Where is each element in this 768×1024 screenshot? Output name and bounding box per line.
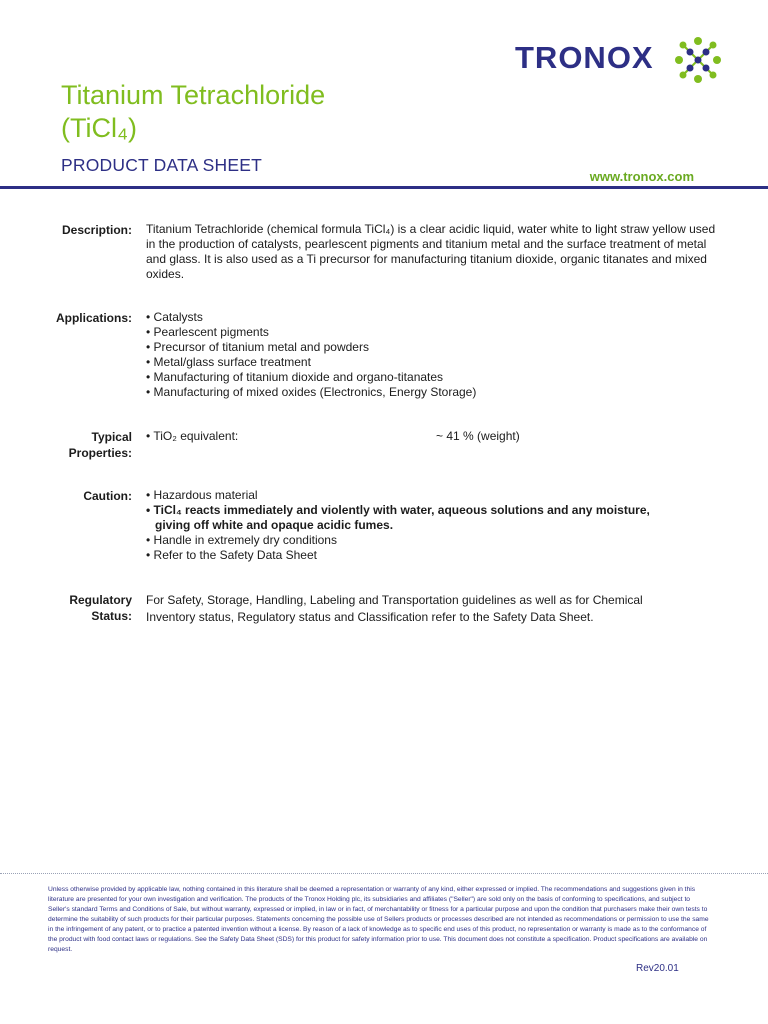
description-label: Description: <box>61 223 132 237</box>
website-link[interactable]: www.tronox.com <box>589 169 694 184</box>
list-item: • Hazardous material <box>146 488 258 502</box>
list-item: • Manufacturing of mixed oxides (Electronics, Energy Storage) <box>146 385 477 399</box>
document-subtitle: PRODUCT DATA SHEET <box>61 155 262 175</box>
regulatory-label: Regulatory Status: <box>69 593 132 623</box>
title-line-2: (TiCl₄) <box>61 113 137 143</box>
list-item: • Precursor of titanium metal and powders <box>146 340 369 354</box>
caution-label: Caution: <box>83 489 132 503</box>
typical-properties-row <box>146 429 726 444</box>
typical-properties-label: Typical Properties: <box>68 430 132 460</box>
caution-list <box>146 488 726 563</box>
applications-label: Applications: <box>55 311 132 325</box>
list-item: • Catalysts <box>146 310 203 324</box>
description-text: Titanium Tetrachloride (chemical formula TiCl₄) is a clear acidic liquid, water white to light straw yellow used in the production of catalysts, pearlescent pigments and titanium metal and the surface treatment of metal and glass. It is also used as a Ti precursor for manufacturing titanium dioxide, organic titanates and mixed oxides. <box>146 222 716 281</box>
list-item: • Handle in extremely dry conditions <box>146 533 337 547</box>
list-item: • Pearlescent pigments <box>146 325 269 339</box>
list-item-warning: • TiCl₄ reacts immediately and violently with water, aqueous solutions and any moisture, giving off white and opaque acidic fumes. <box>146 503 650 532</box>
regulatory-text: For Safety, Storage, Handling, Labeling and Transportation guidelines as well as for Chemical Inventory status, Regulatory status and Classification refer to the Safety Data Sheet. <box>146 593 643 624</box>
title-line-1: Titanium Tetrachloride <box>61 80 326 110</box>
document-title <box>61 79 481 145</box>
legal-disclaimer: Unless otherwise provided by applicable law, nothing contained in this literature shall be deemed a representation or warranty of any kind, either expressed or implied. The recommendations and suggestions given in this literature are presented for your own investigation and verification. The products of the Tronox Holding plc, its subsidiaries and affiliates ("Seller") are sold only on the basis of conforming to specifications, and subject to Seller's standard Terms and Conditions of Sale, but without warranty, expressed or implied, in law or in fact, of merchantability or fitness for a particular purpose and upon the condition that purchasers make their own tests to determine the suitability of such products for their particular purposes. Statements concerning the possible use of Sellers products or processes described are not intended as recommendations or permission to use the same in the infringement of any patent, or to practice a patented invention without a license. By reason of a lack of knowledge as to specific end uses of this product, no representation or warranty is made as to the conformance of the product with food contact laws or regulations. See the Safety Data Sheet (SDS) for this product for safety information prior to use. This document does not constitute a specification. Product specifications are available on request. <box>48 886 709 953</box>
property-value: ~ 41 % (weight) <box>436 429 520 443</box>
footer-divider <box>0 873 768 874</box>
revision-number: Rev20.01 <box>636 963 679 974</box>
list-item: • Refer to the Safety Data Sheet <box>146 548 317 562</box>
logo-molecule-icon <box>675 37 721 83</box>
logo-wordmark: TRONOX <box>515 40 654 75</box>
list-item: • Metal/glass surface treatment <box>146 355 311 369</box>
list-item: • Manufacturing of titanium dioxide and organo-titanates <box>146 370 444 384</box>
property-name: • TiO₂ equivalent: <box>146 429 239 443</box>
header-divider <box>0 186 768 189</box>
tronox-logo <box>515 37 720 83</box>
applications-list <box>146 310 726 400</box>
